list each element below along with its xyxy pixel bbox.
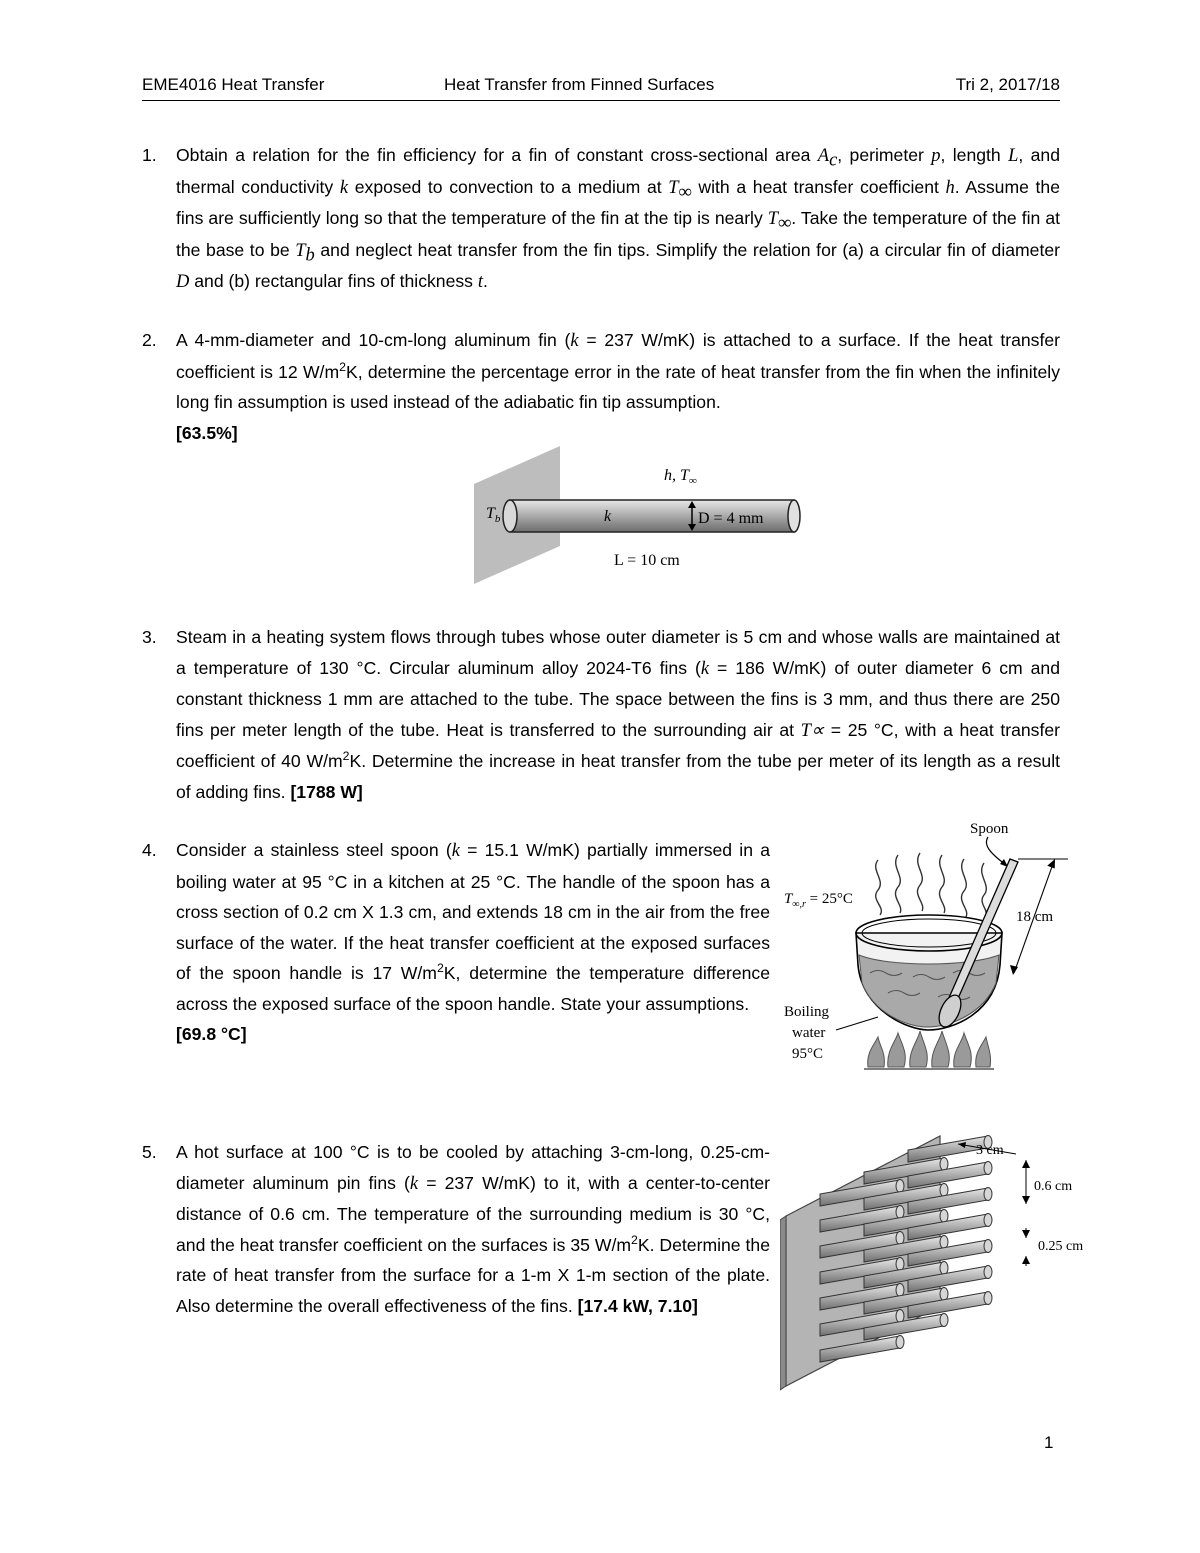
spoon-label-boiling: Boiling (784, 1004, 830, 1020)
question-4 (142, 835, 770, 1080)
answer: [63.5%] (176, 422, 238, 443)
question-text: Obtain a relation for the fin efficiency for a fin of constant cross-sectional area $A_c$, perimeter p, length L, and thermal conductivity k exposed to convection to a medium at $T_\infty$ with a heat transfer coefficient h. Assume the fins are sufficiently long so that the temperature of the fin at the tip is nearly $T_\infty$. Take the temperature of the fin at the base to be $T_b$ and neglect heat transfer from the fin tips. Simplify the relation for (a) a circular fin of diameter D and (b) rectangular fins of thickness t. (176, 145, 1060, 292)
spoon-label-water: water (792, 1025, 826, 1041)
pins-label-3: 3 cm (976, 1143, 1004, 1158)
spoon-label: Spoon (970, 821, 1009, 837)
spoon-label-95: 95°C (792, 1046, 824, 1062)
question-text: A hot surface at 100 °C is to be cooled by attaching 3-cm-long, 0.25-cm-diameter aluminum pin fins (k = 237 W/mK) to it, with a center-to-center distance of 0.6 cm. The temperature of the surrounding medium is 30 °C, and the heat transfer coefficient on the surfaces is 35 $W/m^2K$. Determine the rate of heat transfer from the surface for a 1-m X 1-m section of the plate. Also determine the overall effectiveness of the fins. [17.4 kW, 7.10] (176, 1142, 770, 1316)
question-text: Steam in a heating system flows through tubes whose outer diameter is 5 cm and whose walls are maintained at a temperature of 130 °C. Circular aluminum alloy 2024-T6 fins (k = 186 W/mK) of outer diameter 6 cm and constant thickness 1 mm are attached to the tube. The space between the fins is 3 mm, and thus there are 250 fins per meter length of the tube. Heat is transferred to the surrounding air at T∝ = 25 °C, with a heat transfer coefficient of 40 $W/m^2K$. Determine the increase in heat transfer from the tube per meter of its length as a result of adding fins. [1788 W] (176, 627, 1060, 802)
header-term: Tri 2, 2017/18 (955, 75, 1060, 94)
page-number: 1 (1044, 1433, 1054, 1452)
question-number: 5. (142, 1142, 157, 1162)
page-header (142, 74, 1060, 101)
spoon-label-18: 18 cm (1016, 909, 1054, 925)
question-number: 2. (142, 330, 157, 350)
header-course: EME4016 Heat Transfer (142, 75, 325, 94)
fin-label-k: k (604, 508, 612, 525)
question-number: 3. (142, 627, 157, 647)
answer: [69.8 °C] (176, 1024, 247, 1044)
answer: [17.4 kW, 7.10] (577, 1295, 698, 1316)
header-topic: Heat Transfer from Finned Surfaces (444, 75, 715, 94)
question-text: A 4-mm-diameter and 10-cm-long aluminum fin (k = 237 W/mK) is attached to a surface. If the heat transfer coefficient is 12 $W/m^2K$, determine the percentage error in the rate of heat transfer from the fin when the infinitely long fin assumption is used instead of the adiabatic fin tip assumption. [63.5%] (176, 325, 1060, 448)
spoon-label-t: $T_{\infty,r} = 25^\circ C$ (784, 891, 853, 910)
spoon-figure (778, 815, 1078, 1077)
question-text: Consider a stainless steel spoon (k = 15.1 W/mK) partially immersed in a boiling water at 95 °C in a kitchen at 25 °C. The handle of the spoon has a cross section of 0.2 cm X 1.3 cm, and extends 18 cm in the air from the free surface of the water. If the heat transfer coefficient at the exposed surfaces of the spoon handle is 17 $W/m^2K$, determine the temperature difference across the exposed surface of the spoon handle. State your assumptions. [69.8 °C] (176, 835, 770, 1050)
fin-label-l: L = 10 cm (614, 552, 680, 569)
question-number: 1. (142, 145, 157, 165)
question-3 (142, 622, 1060, 807)
question-2 (142, 325, 1060, 450)
pins-label-025: 0.25 cm (1038, 1239, 1084, 1254)
answer: [1788 W] (290, 781, 363, 802)
pin-fin-figure (780, 1130, 1100, 1392)
question-number: 4. (142, 840, 157, 860)
fin-label-tb: $T_b$ (486, 505, 501, 525)
fin-label-d: D = 4 mm (698, 510, 764, 527)
fin-figure (474, 446, 814, 586)
fin-label-h: h, $T_\infty$ (664, 467, 697, 487)
pins-label-06: 0.6 cm (1034, 1179, 1073, 1194)
question-1 (142, 140, 1060, 295)
question-5 (142, 1137, 770, 1357)
